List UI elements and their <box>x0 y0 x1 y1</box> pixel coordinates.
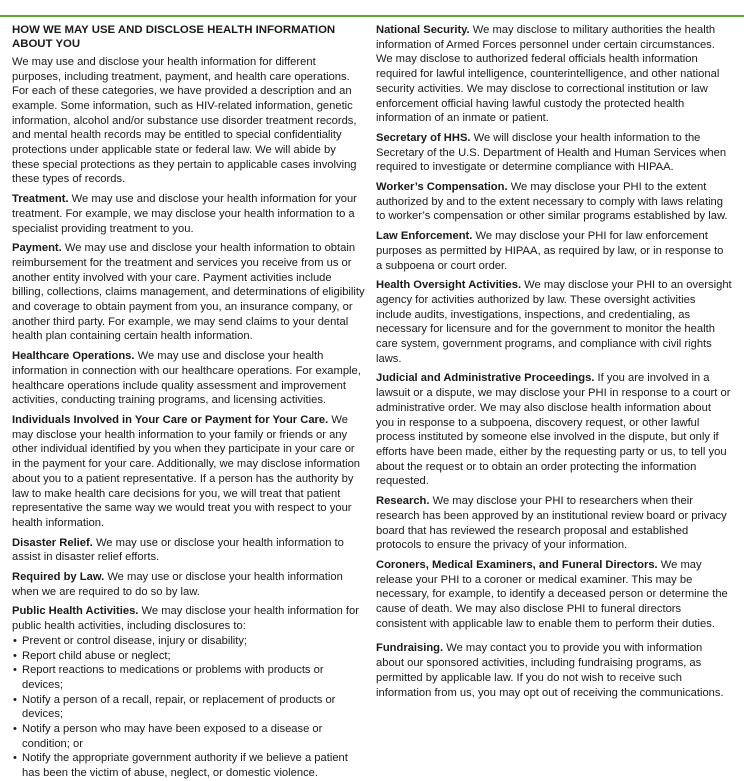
section-heading: HOW WE MAY USE AND DISCLOSE HEALTH INFORMATION ABOUT YOU <box>12 24 336 51</box>
list-item: • Notify a person who may have been exposed to a disease or condition; or <box>12 722 366 751</box>
law-enforcement-term: Law Enforcement. <box>376 230 473 243</box>
coroners-paragraph <box>376 558 732 632</box>
judicial-paragraph <box>376 371 732 489</box>
secretary-hhs-term: Secretary of HHS. <box>376 131 471 144</box>
national-security-text: We may disclose to military authorities the health information of Armed Forces personnel under certain circumstances. We may disclose to authorized federal officials health information required for lawful intelligence, counterintelligence, and other national security activities. We may disclose to correctional institution or law enforcement official having lawful custody the protected health information of an inmate or patient. <box>376 24 720 125</box>
workers-comp-text: We may disclose your PHI to the extent authorized by and to the extent necessary to comply with laws relating to worker’s compensation or other similar programs established by law. <box>376 181 728 223</box>
law-enforcement-text: We may disclose your PHI for law enforcement purposes as permitted by HIPAA, as required by law, or in response to a subpoena or court order. <box>376 230 724 272</box>
payment-term: Payment. <box>12 242 62 255</box>
disaster-relief-term: Disaster Relief. <box>12 536 93 549</box>
required-by-law-text: We may use or disclose your health information when we are required to do so by law. <box>12 571 343 598</box>
law-enforcement-paragraph <box>376 229 732 273</box>
healthcare-operations-paragraph <box>12 349 366 408</box>
individuals-involved-term: Individuals Involved in Your Care or Payment for Your Care. <box>12 413 329 426</box>
national-security-term: National Security. <box>376 24 470 36</box>
coroners-term: Coroners, Medical Examiners, and Funeral Directors. <box>376 558 658 571</box>
research-text: We may disclose your PHI to researchers when their research has been approved by an institutional review board or privacy board that has reviewed the research proposal and established protocols to ensure the privacy of your information. <box>376 495 727 552</box>
workers-comp-term: Worker’s Compensation. <box>376 181 508 194</box>
treatment-paragraph <box>12 192 366 236</box>
judicial-term: Judicial and Administrative Proceedings. <box>376 372 595 385</box>
list-item: • Prevent or control disease, injury or disability; <box>12 634 366 649</box>
disaster-relief-text: We may use or disclose your health information to assist in disaster relief efforts. <box>12 536 344 564</box>
treatment-text: We may use and disclose your health information for your treatment. For example, we may disclose your health information to a specialist providing treatment to you. <box>12 193 357 235</box>
list-item: • Report reactions to medications or problems with products or devices; <box>12 663 366 692</box>
payment-paragraph <box>12 241 366 344</box>
treatment-term: Treatment. <box>12 193 69 206</box>
list-item: • Report child abuse or neglect; <box>12 649 366 664</box>
right-column <box>376 23 732 705</box>
intro-paragraph: We may use and disclose your health information for different purposes, including treatment, payment, and health care operations. For each of these categories, we have provided a description and an example. Some information, such as HIV-related information, genetic information, alcohol and/or substance use disorder treatment records, and mental health records may be entitled to special confidentiality protections under applicable state or federal law. We will abide by these special protections as they pertain to applicable cases involving these types of records. <box>12 55 357 186</box>
judicial-text: If you are involved in a lawsuit or a dispute, we may disclose your PHI in response to a court or administrative order. We may also disclose health information about you in response to a subpoena, discovery request, or other lawful process instituted by someone else involved in the dispute, but only if efforts have been made, either by the requesting party or us, to tell you about the request or to obtain an order protecting the information requested. <box>376 372 731 488</box>
top-rule <box>0 15 744 17</box>
public-health-list <box>12 634 366 781</box>
fundraising-paragraph <box>376 641 732 700</box>
health-oversight-term: Health Oversight Activities. <box>376 279 522 292</box>
required-by-law-paragraph <box>12 570 366 599</box>
required-by-law-term: Required by Law. <box>12 571 105 584</box>
research-paragraph <box>376 494 732 553</box>
public-health-paragraph <box>12 604 366 633</box>
research-term: Research. <box>376 495 430 508</box>
healthcare-operations-term: Healthcare Operations. <box>12 350 135 363</box>
disaster-relief-paragraph <box>12 536 366 565</box>
coroners-text: We may release your PHI to a coroner or medical examiner. This may be necessary, for example, to identify a deceased person or determine the cause of death. We may also disclose PHI to funeral directors consistent with applicable law to enable them to perform their duties. <box>376 558 728 630</box>
fundraising-term: Fundraising. <box>376 642 444 655</box>
healthcare-operations-text: We may use and disclose your health information in connection with our healthcare operations. For example, healthcare operations include quality assessment and improvement activities, conducting training programs, and licensing activities. <box>12 350 361 407</box>
public-health-text: We may disclose your health information for public health activities, including disclosures to: <box>12 605 359 633</box>
individuals-involved-text: We may disclose your health information to your family or friends or any other individual identified by you when they participate in your care or in the payment for your care. Additionally, we may disclose information about you to a patient representative. If a person has the authority by law to make health care decisions for you, we will treat that patient representative the same way we would treat you with respect to your health information. <box>12 413 361 529</box>
list-item: • Notify a person of a recall, repair, or replacement of products or devices; <box>12 693 366 722</box>
health-oversight-text: We may disclose your PHI to an oversight agency for activities authorized by law. These oversight activities include audits, investigations, inspections, and credentialing, as necessary for licensure and for the government to monitor the health care system, government programs, and compliance with civil rights laws. <box>376 279 732 365</box>
left-column <box>12 23 366 781</box>
national-security-paragraph <box>376 23 732 126</box>
secretary-hhs-paragraph <box>376 131 732 175</box>
health-oversight-paragraph <box>376 278 732 366</box>
payment-text: We may use and disclose your health information to obtain reimbursement for the treatment and services you receive from us or another entity involved with your care. Payment activities include billing, collections, claims management, and determinations of eligibility and coverage to obtain payment from you, an insurance company, or another third party. For example, we may send claims to your dental health plan containing certain health information. <box>12 242 365 343</box>
individuals-involved-paragraph <box>12 413 366 531</box>
public-health-term: Public Health Activities. <box>12 605 139 618</box>
fundraising-text: We may contact you to provide you with information about our sponsored activities, including fundraising programs, as permitted by applicable law. If you do not wish to receive such information from us, you may opt out of receiving the communications. <box>376 642 724 699</box>
secretary-hhs-text: We will disclose your health information to the Secretary of the U.S. Department of Health and Human Services when required to investigate or determine compliance with HIPAA. <box>376 131 727 174</box>
workers-comp-paragraph <box>376 180 732 224</box>
list-item: • Notify the appropriate government authority if we believe a patient has been the victim of abuse, neglect, or domestic violence. <box>12 751 366 780</box>
